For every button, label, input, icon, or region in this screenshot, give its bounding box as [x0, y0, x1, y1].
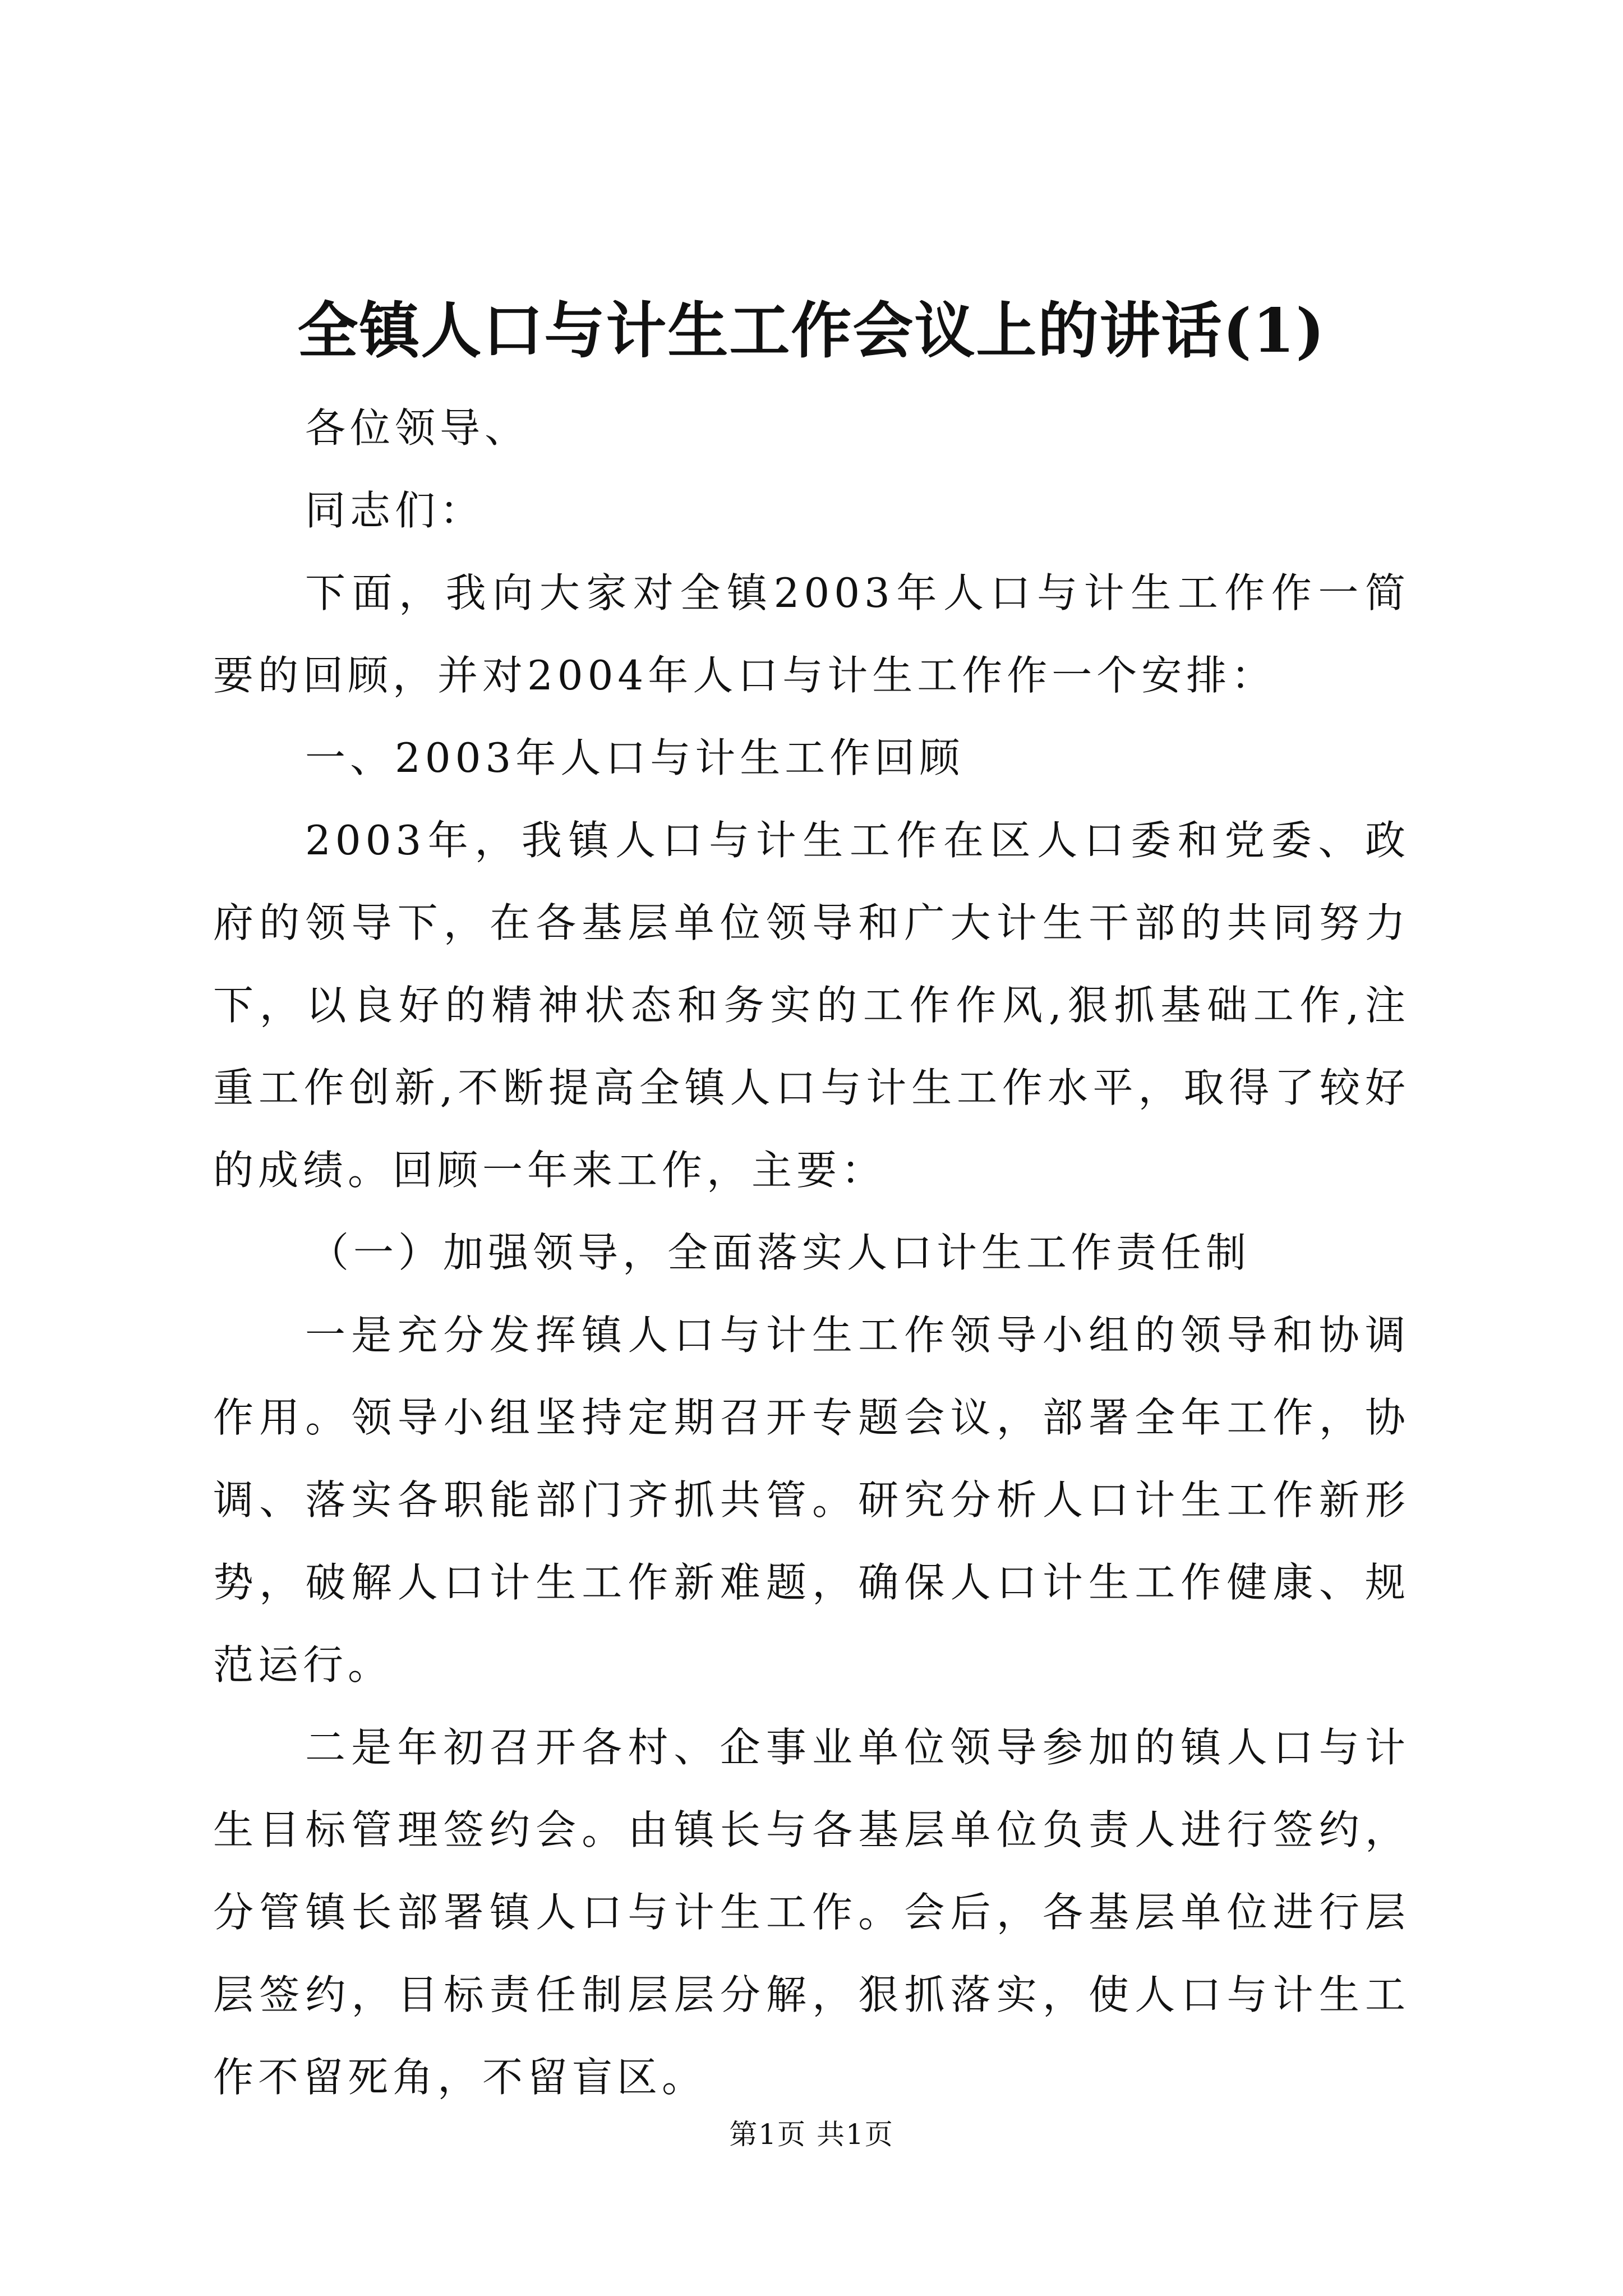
- paragraph-point-one: 一是充分发挥镇人口与计生工作领导小组的领导和协调作用。领导小组坚持定期召开专题会议，部署全年工作，协调、落实各职能部门齐抓共管。研究分析人口计生工作新形势，破解人口计生工作新难题，确保人口计生工作健康、规范运行。: [213, 1312, 1410, 1688]
- paragraph-review-summary: 2003年，我镇人口与计生工作在区人口委和党委、政府的领导下，在各基层单位领导和广大计生干部的共同努力下，以良好的精神状态和务实的工作作风,狠抓基础工作,注重工作创新,不断提高全镇人口与计生工作水平，取得了较好的成绩。回顾一年来工作，主要：: [213, 817, 1410, 1194]
- subsection-heading-leadership: （一）加强领导，全面落实人口计生工作责任制: [308, 1229, 1251, 1276]
- page-footer: 第1页 共1页: [729, 2118, 894, 2151]
- document-title: 全镇人口与计生工作会议上的讲话(1): [297, 296, 1326, 366]
- paragraph-point-two: 二是年初召开各村、企事业单位领导参加的镇人口与计生目标管理签约会。由镇长与各基层单位负责人进行签约，分管镇长部署镇人口与计生工作。会后，各基层单位进行层层签约，目标责任制层层分解，狠抓落实，使人口与计生工作不留死角，不留盲区。: [213, 1724, 1410, 2101]
- paragraph-salutation-comrades: 同志们：: [305, 487, 485, 534]
- paragraph-intro: 下面，我向大家对全镇2003年人口与计生工作作一简要的回顾，并对2004年人口与计生工作作一个安排：: [213, 569, 1410, 699]
- paragraph-salutation-leaders: 各位领导、: [305, 404, 530, 452]
- document-body: [213, 387, 1410, 2119]
- section-heading-review: 一、2003年人口与计生工作回顾: [305, 734, 965, 781]
